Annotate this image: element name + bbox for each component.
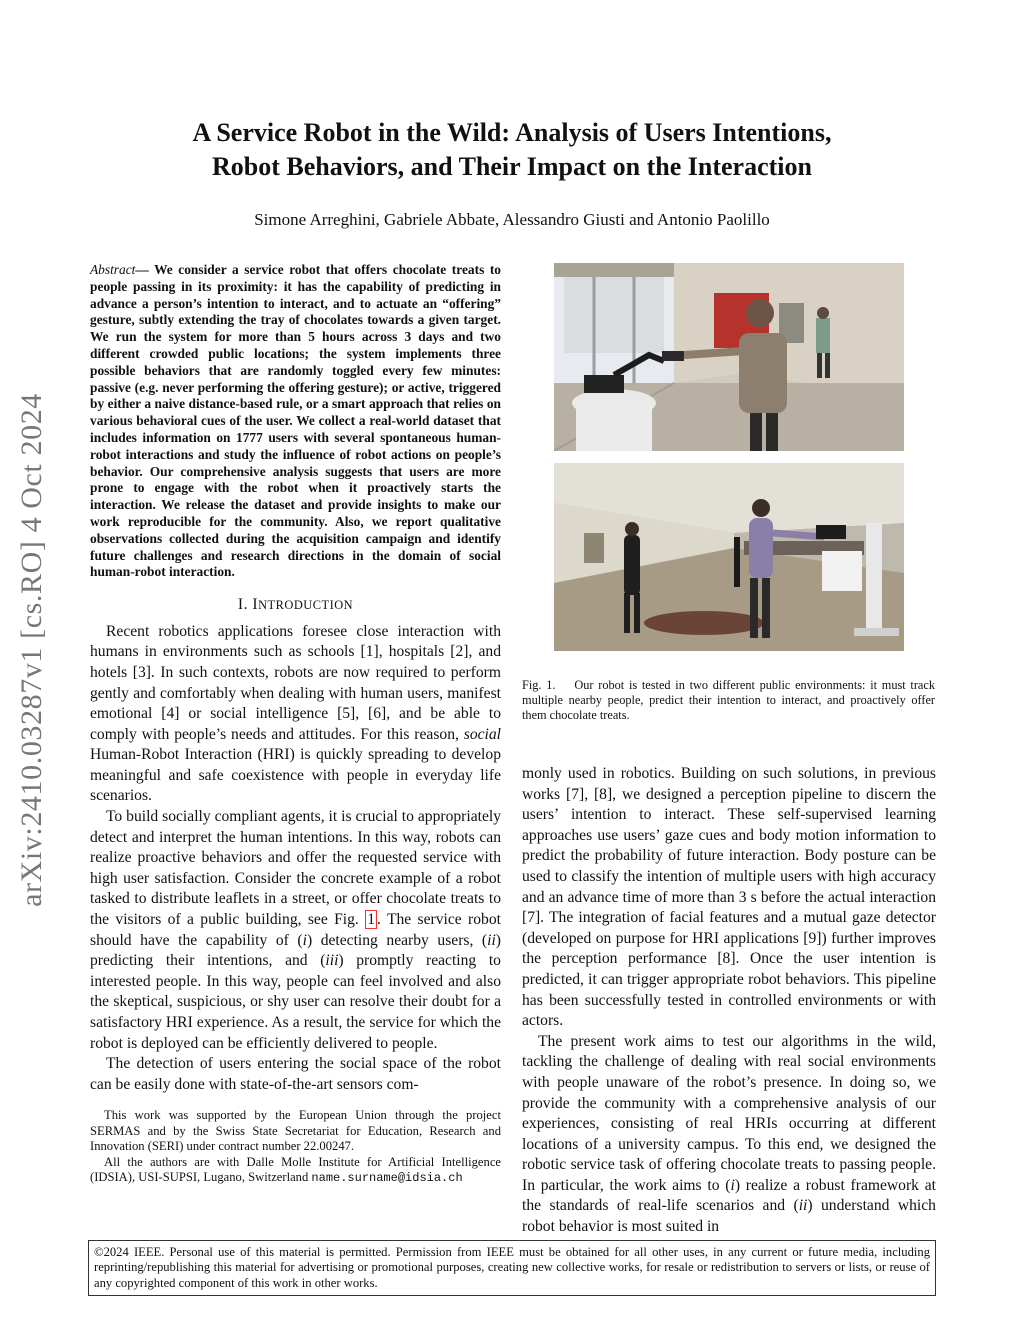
right-enum-i: i — [730, 1176, 735, 1194]
author-email: name.surname@idsia.ch — [311, 1171, 463, 1186]
affiliation-text: All the authors are with Dalle Molle Institute for Artificial Intelligence (IDSIA), USI-SUPSI, Lugano, Switzerland — [90, 1154, 501, 1185]
paper-title — [110, 116, 914, 184]
intro-p2-text-b: . The service robot should have the capability of ( — [90, 911, 501, 949]
library-hall-photo — [554, 463, 904, 651]
title-line-2: Robot Behaviors, and Their Impact on the Interaction — [212, 152, 812, 181]
abstract-text: We consider a service robot that offers chocolate treats to people passing in its proximity: it has the capability of predicting in advance a person’s intention to interact, and to actuate an “offering” gesture, subtly extending the tray of chocolates towards a given target. We run the system for more than 5 hours across 3 days and two different crowded public locations; the system implements three possible behaviors that are randomly toggled every few minutes: passive (e.g. never performing the offering gesture); or active, triggered by either a naive distance-based rule, or a smart approach that relies on various behavioral cues of the user. We collect a real-world dataset that includes information on 1777 users with several spontaneous human-robot interactions and study the influence of robot actions on people’s behavior. Our comprehensive analysis suggests that users are more prone to engage with the robot when it proactively starts the interaction. We release the dataset and provide insights to make our work reproducible for the community. Also, we report qualitative observations collected during the acquisition campaign and identify future challenges and research directions in the domain of social human-robot interaction. — [90, 262, 502, 580]
right-enum-ii: ii — [798, 1197, 808, 1215]
corridor-window-photo — [554, 263, 904, 451]
enum-ii: ii — [487, 931, 496, 949]
left-column — [90, 262, 501, 1186]
figure-caption — [522, 678, 935, 724]
author-list: Simone Arreghini, Gabriele Abbate, Alessandro Giusti and Antonio Paolillo — [254, 210, 770, 229]
abstract-dash: — — [135, 262, 155, 277]
intro-paragraph-2 — [90, 807, 501, 1054]
intro-p2-text-c: ) detecting nearby users, ( — [306, 931, 488, 949]
arxiv-id-text: arXiv:2410.03287v1 [cs.RO] 4 Oct 2024 — [15, 393, 48, 907]
title-line-1: A Service Robot in the Wild: Analysis of Users Intentions, — [192, 118, 832, 147]
section-title-rest: NTRODUCTION — [258, 598, 354, 613]
section-heading-introduction — [90, 595, 501, 616]
enum-iii: iii — [325, 952, 339, 970]
footnotes — [90, 1108, 501, 1186]
section-title-first: I — [252, 596, 259, 614]
intro-p1-text-b: Human-Robot Interaction (HRI) is quickly spreading to develop meaningful and safe coexistence with people in everyday life scenarios. — [90, 746, 501, 805]
right-paragraph-1: monly used in robotics. Building on such solutions, in previous works [7], [8], we designed a perception pipeline to discern the users’ intention to interact. These self-supervised learning approaches use users’ gaze cues and body motion information to predict the probability of future interaction. Body posture can be used to classify the intention of multiple users with high accuracy and an advance time of more than 3 s before the actual interaction [7]. The integration of facial features and a mutual gaze detector (developed on purpose for HRI applications [9]) further improves the perception performance [8]. Once the user intention is predicted, it can trigger appropriate robot behaviors. This pipeline has been successfully tested in controlled environments or with actors. — [522, 765, 936, 1030]
right-paragraph-2 — [522, 1032, 936, 1238]
copyright-notice: ©2024 IEEE. Personal use of this material is permitted. Permission from IEEE must be obtained for all other uses, in any current or future media, including reprinting/republishing this material for advertising or promotional purposes, creating new collective works, for resale or redistribution to servers or lists, or reuse of any copyrighted component of this work in other works. — [88, 1240, 936, 1296]
intro-p2-text-d: ) predicting their intentions, and ( — [90, 931, 501, 970]
intro-p1-emphasis: social — [463, 725, 501, 743]
caption-label: Fig. 1. — [522, 678, 556, 692]
intro-paragraph-3: The detection of users entering the social space of the robot can be easily done with state-of-the-art sensors com- — [90, 1055, 501, 1093]
intro-paragraph-1 — [90, 622, 501, 807]
right-column — [522, 764, 936, 1238]
enum-i: i — [302, 931, 307, 949]
figure-photo-top — [554, 263, 904, 451]
footnote-funding: This work was supported by the European Union through the project SERMAS and by the Swiss State Secretariat for Education, Research and Innovation (SERI) under contract number 22.00247. — [90, 1108, 501, 1154]
footnote-affiliation — [90, 1155, 501, 1187]
intro-p2-text-e: ) promptly reacting to interested people. In this way, people can feel involved and also the skeptical, suspicious, or shy user can resolve their doubt for a satisfactory HRI experience. As a result, the service for which the robot is deployed can be efficiently delivered to people. — [90, 952, 501, 1052]
right-p2-text-c: ) understand which robot behavior is most suited in — [522, 1197, 936, 1236]
caption-text: Our robot is tested in two different public environments: it must track multiple nearby people, predict their intention to interact, and proactively offer them chocolate treats. — [522, 678, 935, 723]
right-p2-text-a: The present work aims to test our algorithms in the wild, tackling the challenge of dealing with real social environments with people unaware of the robot’s presence. In doing so, we provide the community with a comprehensive analysis of our experiences, consisting of real HRIs occurring at different locations of a university campus. To this end, we designed the robotic service task of offering chocolate treats to passing people. In particular, the work aims to ( — [522, 1032, 936, 1194]
section-numeral: I. — [237, 596, 248, 614]
arxiv-identifier — [12, 370, 52, 930]
abstract-label: Abstract — [90, 262, 136, 277]
intro-p2-text-a: To build socially compliant agents, it is crucial to appropriately detect and interpret the human intentions. In this way, robots can realize proactive behaviors and offer the requested service with high user satisfaction. Consider the concrete example of a robot tasked to distribute leaflets in a street, or offer chocolate treats to the visitors of a public building, see Fig. — [90, 808, 501, 929]
right-p2-text-b: ) realize a robust framework at the standards of real-life scenarios and ( — [522, 1176, 936, 1215]
figure-link[interactable]: 1 — [367, 911, 375, 929]
abstract — [90, 262, 501, 581]
intro-p1-text-a: Recent robotics applications foresee close interaction with humans in environments such as schools [1], hospitals [2], and hotels [3]. In such contexts, robots are now required to perform gently and comfortably when dealing with human users, manifest emotional [4] or social intelligence [5], [6], and be able to comply with people’s needs and attitudes. For this reason, — [90, 622, 501, 743]
figure-photo-bottom — [554, 463, 904, 651]
